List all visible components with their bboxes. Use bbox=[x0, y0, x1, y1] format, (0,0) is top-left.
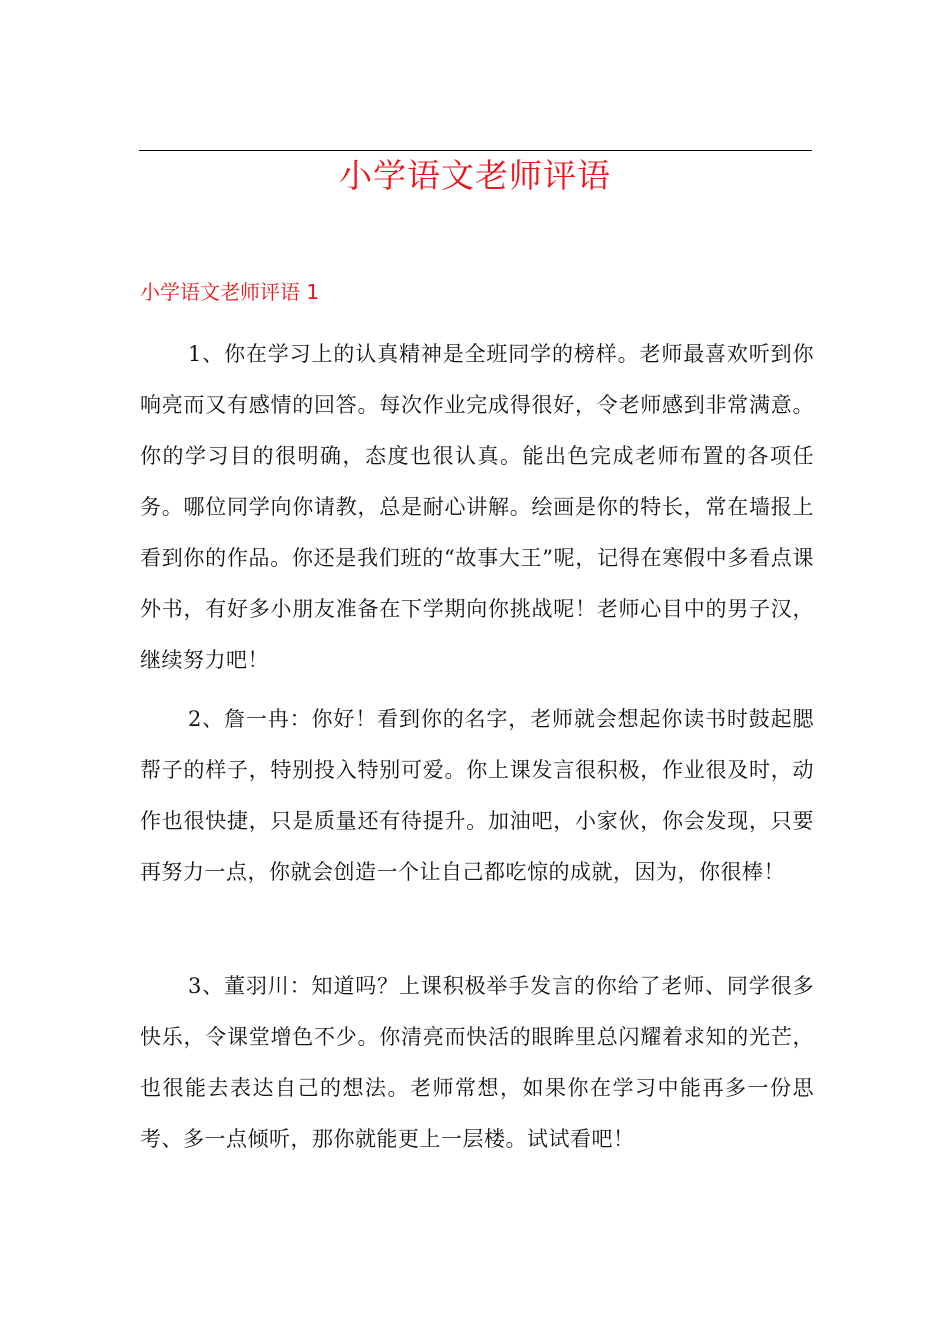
section-heading: 小学语文老师评语 1 bbox=[140, 280, 320, 304]
comment-paragraph-3: 3、董羽川：知道吗？上课积极举手发言的你给了老师、同学很多快乐，令课堂增色不少。你清亮而快活的眼眸里总闪耀着求知的光芒，也很能去表达自己的想法。老师常想，如果你在学习中能再多一份思考、多一点倾听，那你就能更上一层楼。试试看吧！ bbox=[140, 974, 814, 1151]
header-rule bbox=[139, 150, 812, 151]
comment-paragraph-2: 2、詹一冉：你好！看到你的名字，老师就会想起你读书时鼓起腮帮子的样子，特别投入特别可爱。你上课发言很积极，作业很及时，动作也很快捷，只是质量还有待提升。加油吧，小家伙，你会发现，只要再努力一点，你就会创造一个让自己都吃惊的成就，因为，你很棒！ bbox=[140, 707, 814, 884]
document-title: 小学语文老师评语 bbox=[339, 156, 611, 195]
comment-paragraph-1: 1、你在学习上的认真精神是全班同学的榜样。老师最喜欢听到你响亮而又有感情的回答。每次作业完成得很好，令老师感到非常满意。你的学习目的很明确，态度也很认真。能出色完成老师布置的各项任务。哪位同学向你请教，总是耐心讲解。绘画是你的特长，常在墙报上看到你的作品。你还是我们班的“故事大王”呢，记得在寒假中多看点课外书，有好多小朋友准备在下学期向你挑战呢！老师心目中的男子汉，继续努力吧！ bbox=[140, 342, 814, 672]
